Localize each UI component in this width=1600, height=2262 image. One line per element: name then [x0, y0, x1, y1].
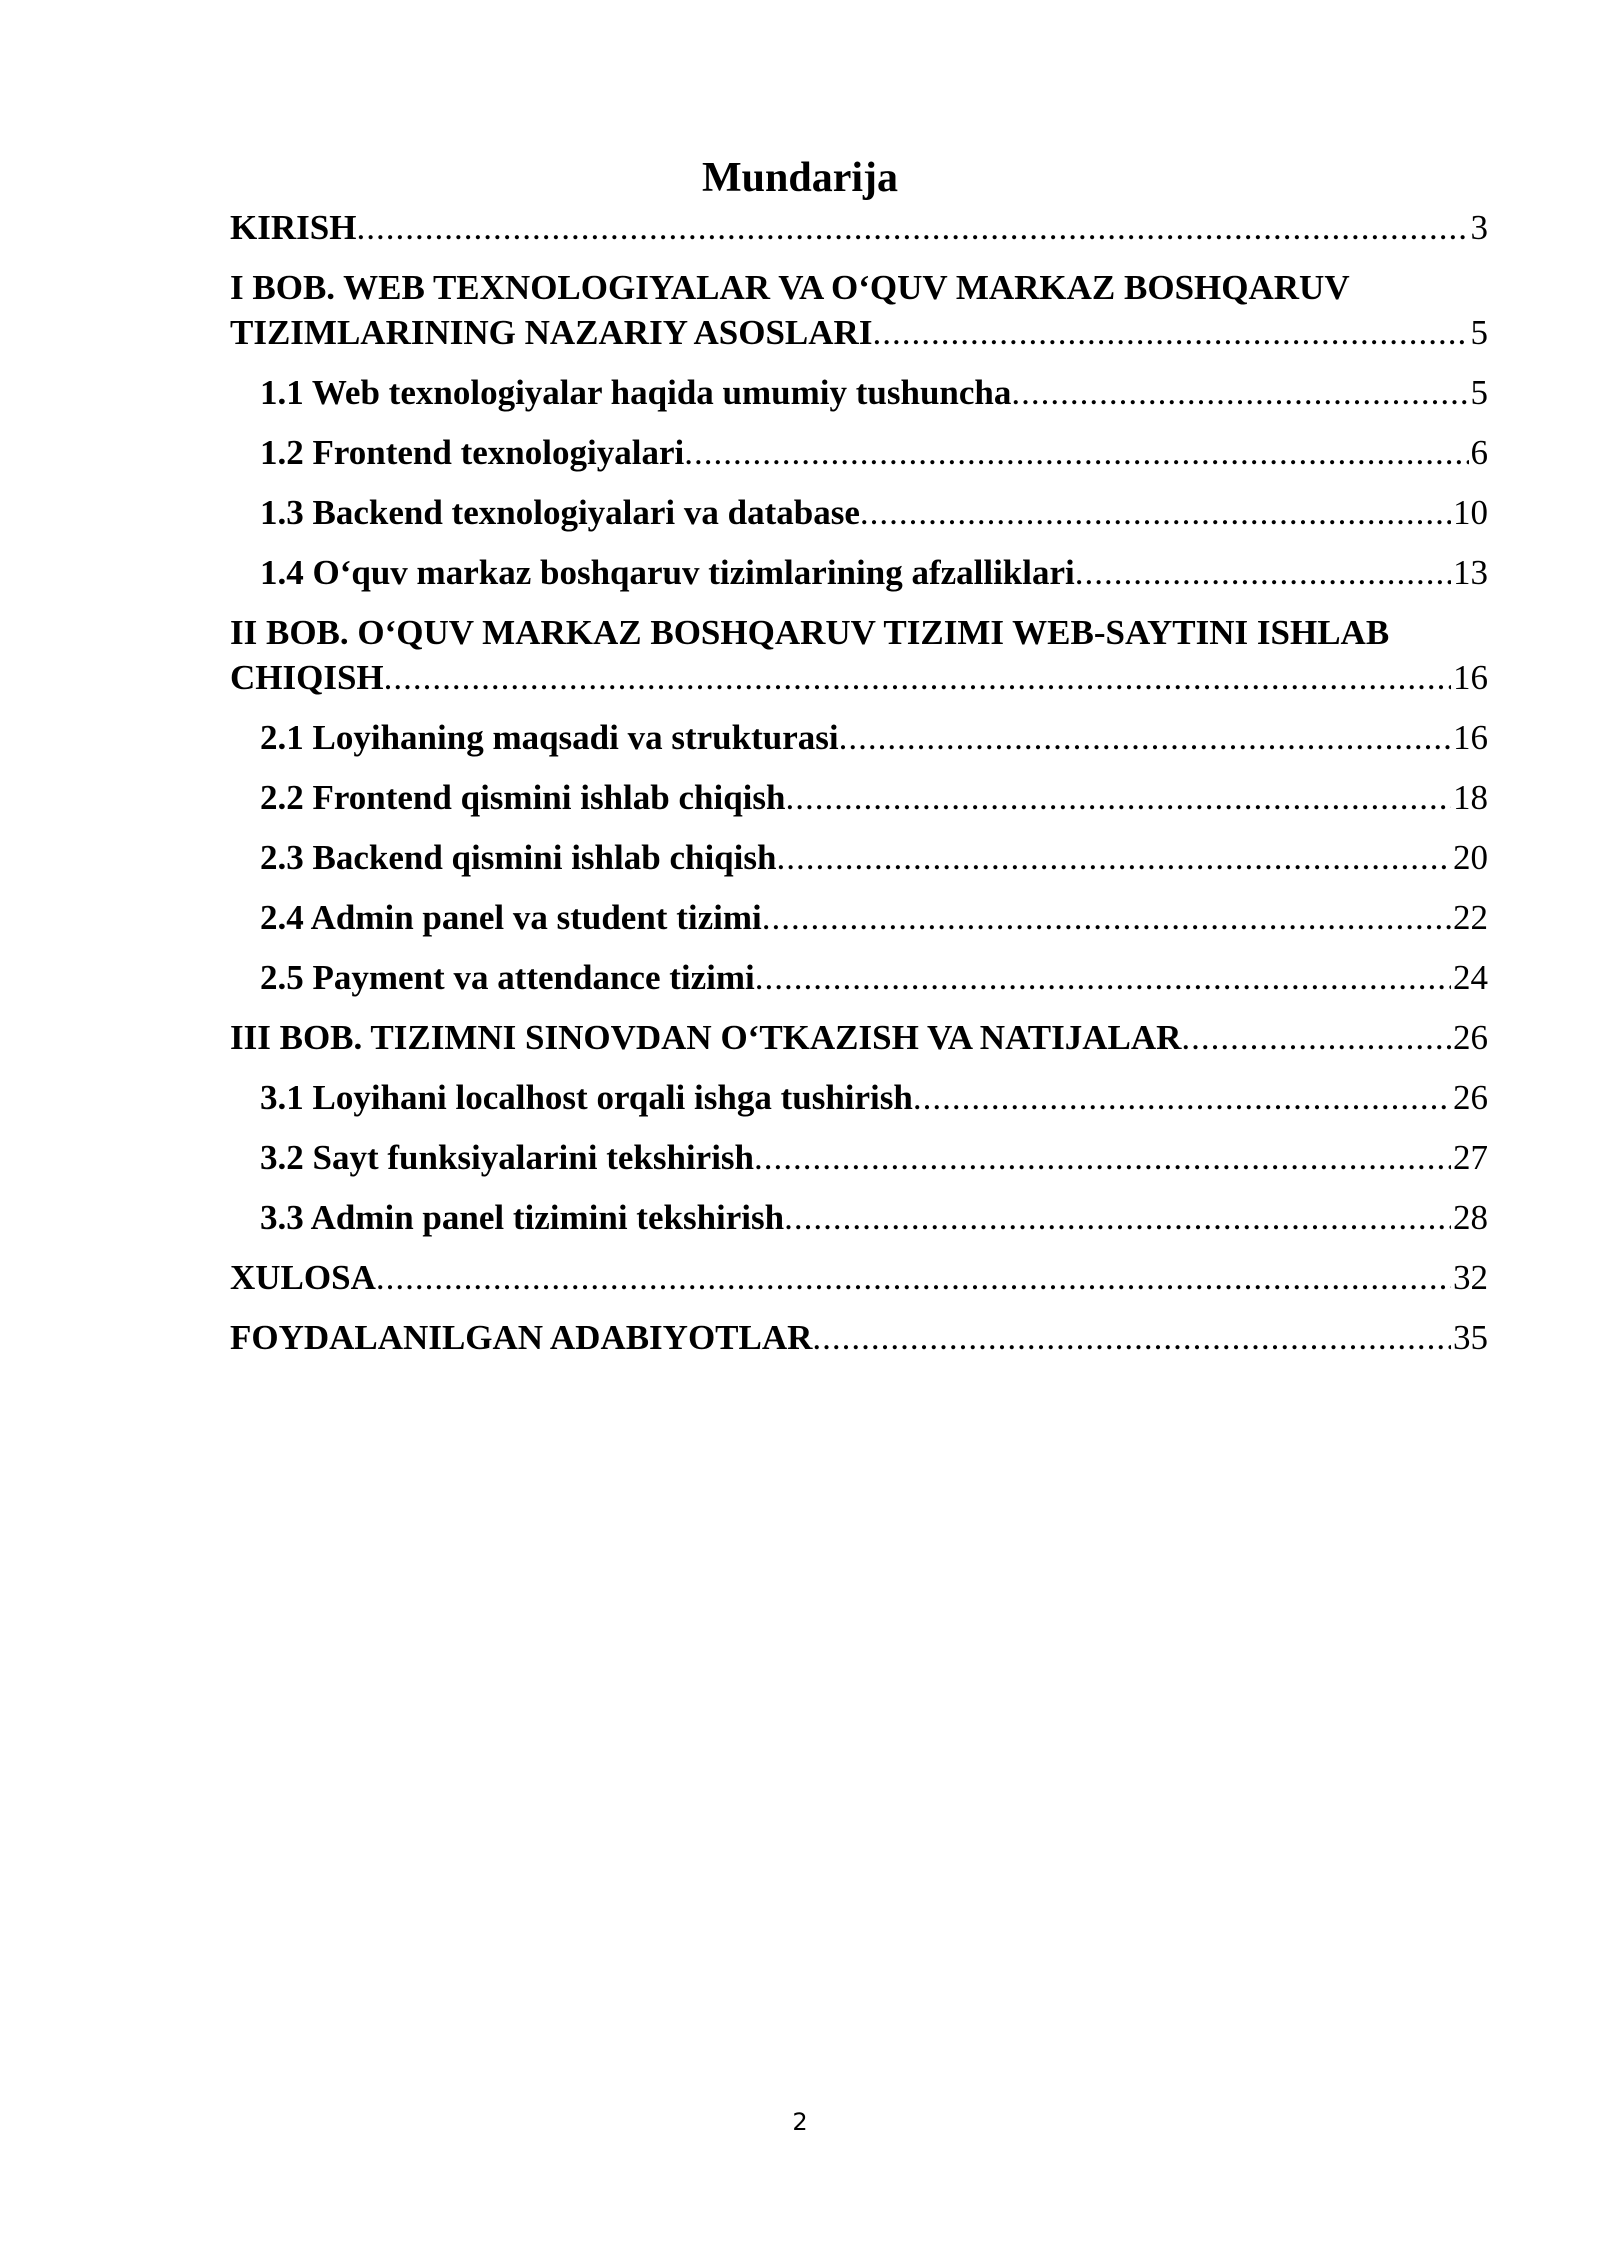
toc-page-number: 22	[1453, 898, 1488, 937]
toc-entry-3-2[interactable]	[230, 1135, 1488, 1180]
dot-leader	[812, 1315, 1451, 1360]
dot-leader	[786, 775, 1452, 820]
table-of-contents	[230, 205, 1488, 1375]
toc-page-number: 5	[1470, 373, 1488, 412]
toc-entry-3-1[interactable]	[230, 1075, 1488, 1120]
toc-entry-text: 2.1 Loyihaning maqsadi va strukturasi	[260, 718, 839, 757]
toc-page-number: 35	[1453, 1318, 1488, 1357]
toc-page-number: 10	[1453, 493, 1488, 532]
toc-page-number: 32	[1453, 1258, 1488, 1297]
toc-page-number: 24	[1453, 958, 1488, 997]
toc-entry-chapter-3[interactable]	[230, 1015, 1488, 1060]
toc-page-number: 13	[1453, 553, 1488, 592]
toc-entry-text: III BOB. TIZIMNI SINOVDAN O‘TKAZISH VA NATIJALAR	[230, 1018, 1182, 1057]
toc-entry-text: 2.5 Payment va attendance tizimi	[260, 958, 755, 997]
toc-entry-2-5[interactable]	[230, 955, 1488, 1000]
toc-entry-adabiyotlar[interactable]	[230, 1315, 1488, 1360]
dot-leader	[784, 1195, 1451, 1240]
toc-entry-text-line-1: I BOB. WEB TEXNOLOGIYALAR VA O‘QUV MARKAZ BOSHQARUV	[230, 268, 1350, 307]
toc-entry-chapter-2[interactable]	[230, 610, 1488, 700]
toc-entry-text-line-1: II BOB. O‘QUV MARKAZ BOSHQARUV TIZIMI WEB-SAYTINI ISHLAB	[230, 613, 1390, 652]
page-number: 2	[792, 2108, 808, 2136]
toc-entry-chapter-1[interactable]	[230, 265, 1488, 355]
toc-page-number: 16	[1453, 718, 1488, 757]
toc-entry-text: 3.3 Admin panel tizimini tekshirish	[260, 1198, 785, 1237]
toc-entry-2-3[interactable]	[230, 835, 1488, 880]
toc-entry-kirish[interactable]	[230, 205, 1488, 250]
toc-entry-text: XULOSA	[230, 1258, 376, 1297]
toc-entry-text: 3.1 Loyihani localhost orqali ishga tushirish	[260, 1078, 913, 1117]
toc-entry-text: 1.3 Backend texnologiyalari va database	[260, 493, 860, 532]
toc-entry-2-2[interactable]	[230, 775, 1488, 820]
toc-page-number: 3	[1470, 208, 1488, 247]
toc-page-number: 20	[1453, 838, 1488, 877]
toc-entry-text: 3.2 Sayt funksiyalarini tekshirish	[260, 1138, 754, 1177]
toc-entry-text: KIRISH	[230, 208, 357, 247]
toc-entry-text: 1.1 Web texnologiyalar haqida umumiy tushuncha	[260, 373, 1012, 412]
toc-page-number: 5	[1470, 313, 1488, 352]
toc-title: Mundarija	[701, 155, 898, 201]
toc-entry-2-4[interactable]	[230, 895, 1488, 940]
toc-page-number: 6	[1470, 433, 1488, 472]
toc-page-number: 16	[1453, 658, 1488, 697]
dot-leader	[839, 715, 1451, 760]
toc-entry-text: TIZIMLARINING NAZARIY ASOSLARI	[230, 313, 873, 352]
toc-entry-3-3[interactable]	[230, 1195, 1488, 1240]
dot-leader	[762, 895, 1451, 940]
dot-leader	[872, 310, 1468, 355]
toc-page-number: 28	[1453, 1198, 1488, 1237]
dot-leader	[776, 835, 1451, 880]
dot-leader	[1181, 1015, 1451, 1060]
dot-leader	[1011, 370, 1468, 415]
toc-page-number: 18	[1453, 778, 1488, 817]
toc-entry-text: 2.4 Admin panel va student tizimi	[260, 898, 762, 937]
dot-leader	[1075, 550, 1451, 595]
dot-leader	[860, 490, 1451, 535]
toc-entry-text: 2.3 Backend qismini ishlab chiqish	[260, 838, 777, 877]
dot-leader	[755, 955, 1451, 1000]
toc-entry-text: 1.4 O‘quv markaz boshqaruv tizimlarining afzalliklari	[260, 553, 1075, 592]
toc-page-number: 26	[1453, 1078, 1488, 1117]
dot-leader	[684, 430, 1468, 475]
dot-leader	[384, 655, 1451, 700]
toc-entry-2-1[interactable]	[230, 715, 1488, 760]
dot-leader	[913, 1075, 1451, 1120]
dot-leader	[356, 205, 1468, 250]
toc-page-number: 26	[1453, 1018, 1488, 1057]
toc-page-number: 27	[1453, 1138, 1488, 1177]
dot-leader	[754, 1135, 1451, 1180]
toc-entry-xulosa[interactable]	[230, 1255, 1488, 1300]
toc-entry-1-3[interactable]	[230, 490, 1488, 535]
toc-entry-1-4[interactable]	[230, 550, 1488, 595]
toc-entry-1-2[interactable]	[230, 430, 1488, 475]
toc-entry-text: 2.2 Frontend qismini ishlab chiqish	[260, 778, 786, 817]
toc-entry-text: 1.2 Frontend texnologiyalari	[260, 433, 685, 472]
toc-entry-1-1[interactable]	[230, 370, 1488, 415]
dot-leader	[376, 1255, 1451, 1300]
toc-entry-text: FOYDALANILGAN ADABIYOTLAR	[230, 1318, 813, 1357]
toc-entry-text: CHIQISH	[230, 658, 384, 697]
